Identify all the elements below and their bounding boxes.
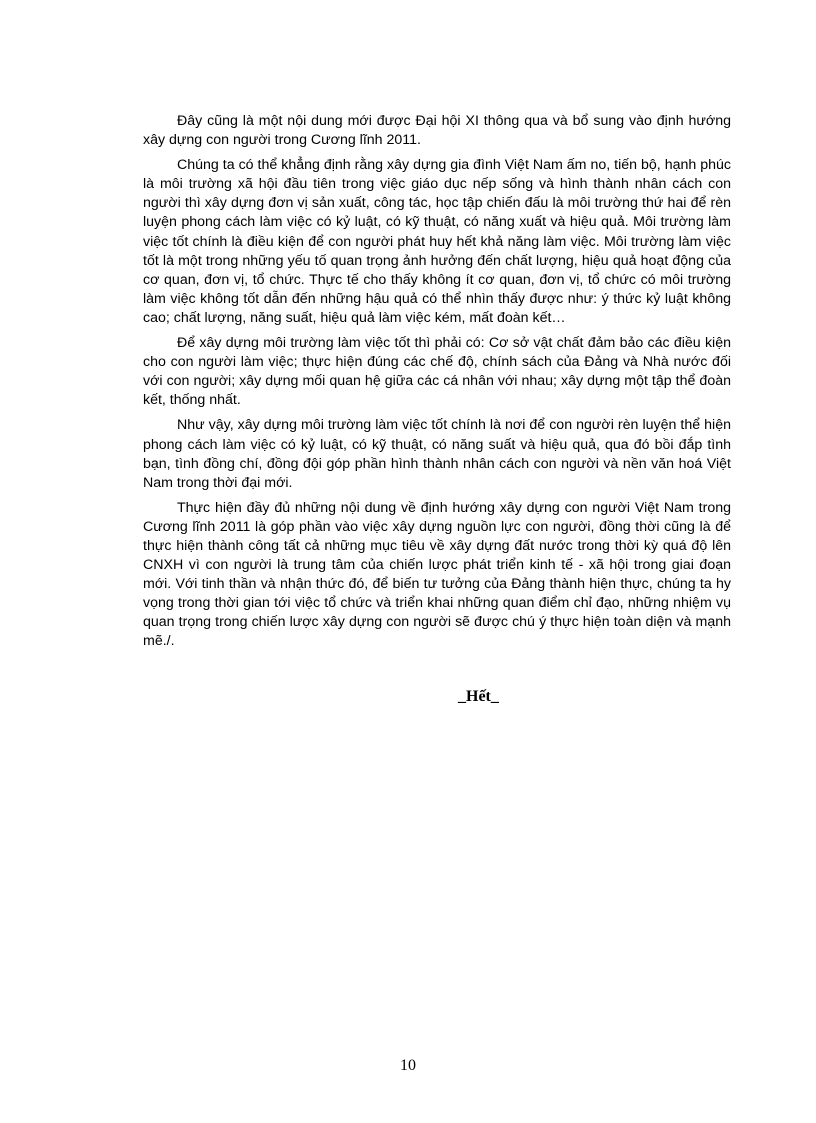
paragraph-2: Chúng ta có thể khẳng định rằng xây dựng gia đình Việt Nam ấm no, tiến bộ, hạnh phúc là môi trường xã hội đầu tiên trong việc giáo dục nếp sống và hình thành nhân cách con người thì xây dựng đơn vị sản xuất, công tác, học tập chiến đấu là môi trường thứ hai để rèn luyện phong cách làm việc có kỷ luật, có kỹ thuật, có năng xuất và hiệu quả. Môi trường làm việc tốt chính là điều kiện để con người phát huy hết khả năng làm việc. Môi trường làm việc tốt là một trong những yếu tố quan trọng ảnh hưởng đến chất lượng, hiệu quả hoạt động của cơ quan, đơn vị, tổ chức. Thực tế cho thấy không ít cơ quan, đơn vị, tổ chức có môi trường làm việc không tốt dẫn đến những hậu quả có thể nhìn thấy được như: ý thức kỷ luật không cao; chất lượng, năng suất, hiệu quả làm việc kém, mất đoàn kết… (143, 157, 731, 326)
page-number: 10 (400, 1057, 416, 1074)
paragraph-1: Đây cũng là một nội dung mới được Đại hội XI thông qua và bổ sung vào định hướng xây dựng con người trong Cương lĩnh 2011. (143, 113, 731, 149)
closing-mark: _Hết_ (458, 688, 499, 705)
body-text (143, 112, 731, 658)
paragraph-4: Như vậy, xây dựng môi trường làm việc tốt chính là nơi để con người rèn luyện thể hiện phong cách làm việc có kỷ luật, có kỹ thuật, có năng suất và hiệu quả, qua đó bồi đắp tình bạn, tình đồng chí, đồng đội góp phần hình thành nhân cách con người và nền văn hoá Việt Nam trong thời đại mới. (143, 417, 731, 491)
paragraph-5: Thực hiện đầy đủ những nội dung về định hướng xây dựng con người Việt Nam trong Cương lĩnh 2011 là góp phần vào việc xây dựng nguồn lực con người, đồng thời cũng là để thực hiện thành công tất cả những mục tiêu về xây dựng đất nước trong thời kỳ quá độ lên CNXH vì con người là trung tâm của chiến lược phát triển kinh tế - xã hội trong giai đoạn mới. Với tinh thần và nhận thức đó, để biến tư tưởng của Đảng thành hiện thực, chúng ta hy vọng trong thời gian tới việc tổ chức và triển khai những quan điểm chỉ đạo, những nhiệm vụ quan trọng trong chiến lược xây dựng con người sẽ được chú ý thực hiện toàn diện và mạnh mẽ./. (143, 499, 731, 650)
paragraph-3: Để xây dựng môi trường làm việc tốt thì phải có: Cơ sở vật chất đảm bảo các điều kiện cho con người làm việc; thực hiện đúng các chế độ, chính sách của Đảng và Nhà nước đối với con người; xây dựng mối quan hệ giữa các cá nhân với nhau; xây dựng một tập thể đoàn kết, thống nhất. (143, 335, 731, 409)
